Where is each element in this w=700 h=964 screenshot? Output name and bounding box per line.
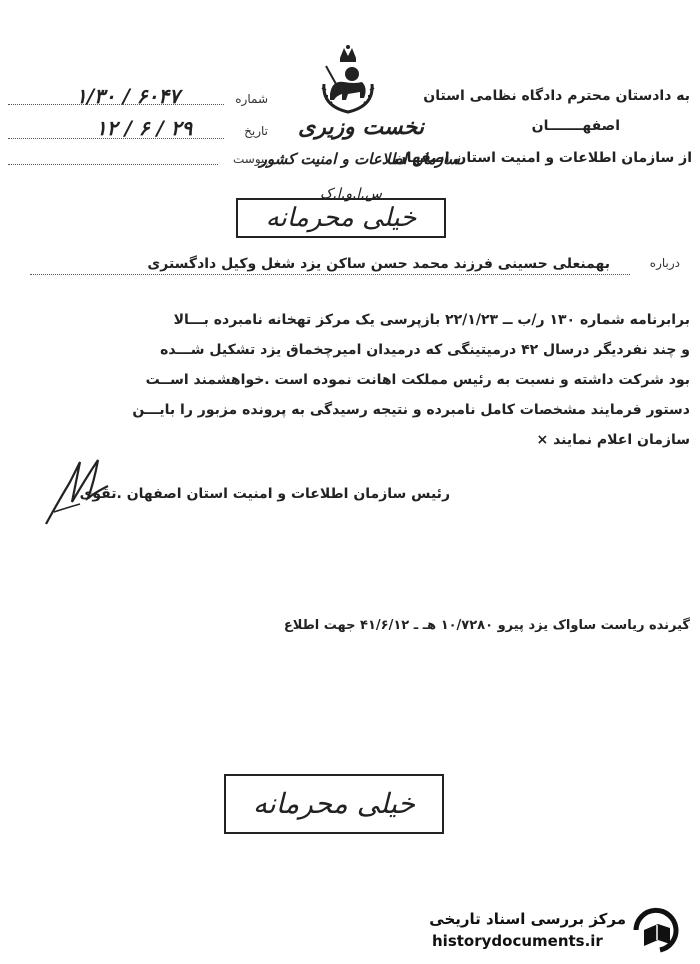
- recipient-line2: اصفهـــــــان: [531, 118, 620, 134]
- peyvast-label: پیوست: [233, 152, 268, 166]
- letterhead-subtitle: سازمان اطلاعات و امنیت کشور: [259, 150, 460, 168]
- body-line-2: و چند نفردیگر درسال ۴۲ درمیتینگی که درمیدان امیرچخماق یزد تشکیل شـــده: [160, 342, 690, 358]
- handwritten-note: س.ا.و.ا.ک: [320, 186, 382, 202]
- subject-label: درباره: [649, 256, 680, 270]
- classification-stamp-top: [236, 198, 446, 238]
- body-line-1: برابرنامه شماره ۱۳۰ ر/ب ــ ۲۲/۱/۲۳ بازپرسی یک مرکز تهخانه نامبرده بـــالا: [173, 312, 690, 328]
- body-line-3: بود شرکت داشته و نسبت به رئیس مملکت اهانت نموده است .خواهشمند اســت: [145, 372, 690, 388]
- body-line-5: سازمان اعلام نمایند ×: [536, 432, 690, 448]
- classification-stamp-bottom-text: خیلی محرمانه: [252, 787, 416, 820]
- peyvast-dotline: [8, 164, 218, 165]
- tarikh-dotline: [8, 138, 224, 139]
- subject-text: بهمنعلی حسینی فرزند محمد حسن ساکن یزد شغل وکیل دادگستری: [147, 256, 610, 272]
- tarikh-value: ۲۹ / ۶ / ۱۲: [96, 116, 193, 140]
- tarikh-label: تاریخ: [244, 124, 268, 138]
- watermark-url: historydocuments.ir: [432, 932, 603, 950]
- history-documents-logo-icon: [630, 906, 682, 954]
- shomare-value: ۶۰۴۷ / ۱/۳۰: [76, 84, 180, 108]
- watermark-name: مرکز بررسی اسناد تاریخی: [429, 910, 626, 928]
- body-line-4: دستور فرمایند مشخصات کامل نامبرده و نتیجه رسیدگی به پرونده مزبور را بایـــن: [132, 402, 690, 418]
- signature-text: رئیس سازمان اطلاعات و امنیت استان اصفهان .تقوی: [79, 486, 450, 502]
- subject-dotline: [30, 274, 630, 275]
- recipient-line1: به دادستان محترم دادگاه نظامی استان: [423, 88, 690, 104]
- shomare-label: شماره: [235, 92, 268, 106]
- shomare-dotline: [8, 104, 224, 105]
- from-line: از سازمان اطلاعات و امنیت استان اصفهان: [394, 150, 692, 166]
- classification-stamp-top-text: خیلی محرمانه: [265, 203, 417, 233]
- classification-stamp-bottom: [224, 774, 444, 834]
- lion-and-sun-emblem-icon: [318, 44, 378, 116]
- cc-line: گیرنده ریاست ساواک یزد پیرو ۱۰/۷۲۸۰ هـ ـ ۴۱/۶/۱۲ جهت اطلاع: [283, 618, 690, 633]
- letterhead-title: نخست وزیری: [298, 114, 424, 140]
